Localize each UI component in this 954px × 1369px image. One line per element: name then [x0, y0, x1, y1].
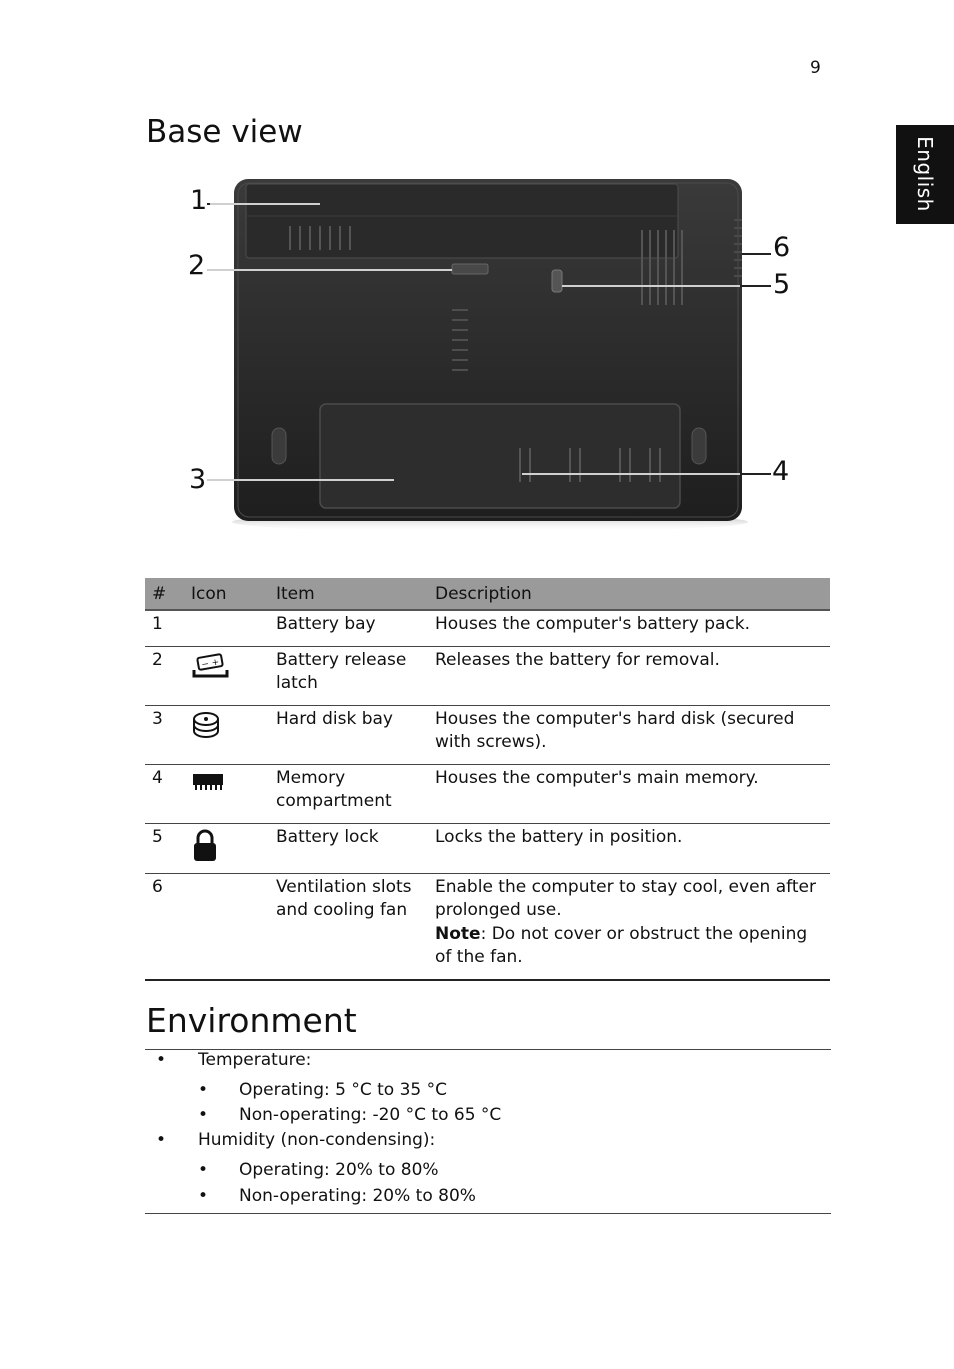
row-number: 2 — [145, 647, 184, 706]
row-item: Battery release latch — [269, 647, 428, 706]
bullet: • — [198, 1080, 209, 1100]
header-item: Item — [269, 578, 428, 610]
header-description: Description — [428, 578, 830, 610]
callout-4: 4 — [772, 456, 790, 487]
row-number: 3 — [145, 706, 184, 765]
table-row — [145, 610, 830, 647]
table-row — [145, 647, 830, 706]
language-tab — [896, 125, 954, 224]
header-icon: Icon — [184, 578, 269, 610]
note-label: Note — [435, 924, 481, 944]
row-item: Ventilation slots and cooling fan — [269, 874, 428, 981]
callout-3: 3 — [189, 464, 207, 495]
table-row — [145, 824, 830, 874]
bottom-cover — [320, 404, 680, 508]
temperature-non-operating: Non-operating: -20 °C to 65 °C — [239, 1105, 502, 1125]
lock-icon — [191, 829, 219, 863]
page-number: 9 — [810, 58, 821, 78]
bullet: • — [156, 1130, 167, 1150]
battery-release-icon — [191, 652, 231, 682]
table-row — [145, 874, 830, 981]
language-tab-label: English — [913, 136, 937, 212]
row-description: Enable the computer to stay cool, even after prolonged use. — [435, 877, 816, 920]
row-item: Battery lock — [269, 824, 428, 874]
table-row — [145, 765, 830, 824]
temperature-label: Temperature: — [198, 1050, 312, 1070]
row-item: Hard disk bay — [269, 706, 428, 765]
header-number: # — [145, 578, 184, 610]
callout-1: 1 — [190, 185, 208, 216]
row-number: 6 — [145, 874, 184, 981]
laptop-base-illustration — [180, 170, 800, 540]
humidity-operating: Operating: 20% to 80% — [239, 1160, 439, 1180]
callout-6: 6 — [773, 232, 791, 263]
callout-2: 2 — [188, 250, 206, 281]
callout-5: 5 — [773, 269, 791, 300]
base-view-title: Base view — [146, 114, 303, 150]
temperature-operating: Operating: 5 °C to 35 °C — [239, 1080, 447, 1100]
table-header-row — [145, 578, 830, 610]
row-number: 4 — [145, 765, 184, 824]
humidity-label: Humidity (non-condensing): — [198, 1130, 436, 1150]
table-row — [145, 706, 830, 765]
row-number: 5 — [145, 824, 184, 874]
row-item: Battery bay — [269, 610, 428, 647]
hard-disk-icon — [191, 711, 221, 741]
environment-list — [145, 1049, 831, 1214]
laptop-base-figure — [180, 170, 800, 540]
bullet: • — [198, 1160, 209, 1180]
battery-release-latch — [452, 264, 488, 274]
note-text: : Do not cover or obstruct the opening of the fan. — [435, 924, 808, 967]
humidity-non-operating: Non-operating: 20% to 80% — [239, 1186, 476, 1206]
bullet: • — [156, 1050, 167, 1070]
row-description: Houses the computer's battery pack. — [428, 610, 830, 647]
environment-title: Environment — [146, 1001, 357, 1040]
battery-lock — [552, 270, 562, 292]
row-note — [435, 923, 824, 969]
row-item: Memory compartment — [269, 765, 428, 824]
bullet: • — [198, 1186, 209, 1206]
base-view-table — [145, 578, 830, 981]
memory-icon — [191, 770, 225, 794]
row-description: Houses the computer's main memory. — [428, 765, 830, 824]
row-description: Houses the computer's hard disk (secured with screws). — [428, 706, 830, 765]
row-number: 1 — [145, 610, 184, 647]
svg-text:− +: − + — [200, 657, 221, 671]
row-description-cell — [428, 874, 830, 981]
bullet: • — [198, 1105, 209, 1125]
row-description: Releases the battery for removal. — [428, 647, 830, 706]
row-description: Locks the battery in position. — [428, 824, 830, 874]
